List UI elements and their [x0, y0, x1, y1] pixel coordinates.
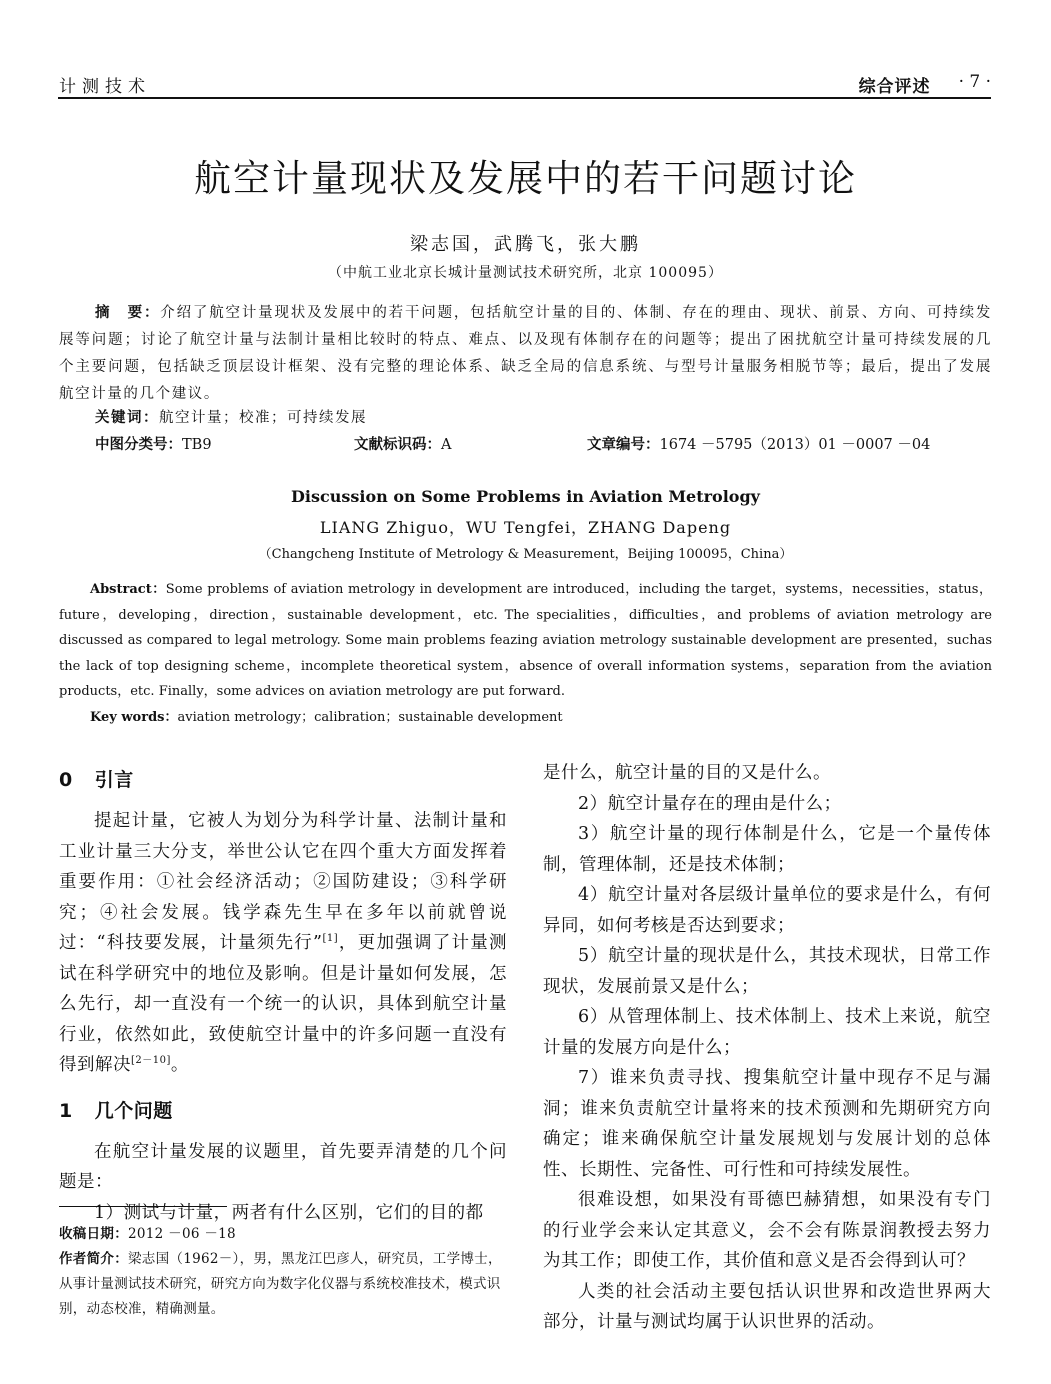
body-column-right [543, 758, 991, 1338]
bio-label: 作者简介： [59, 1251, 128, 1267]
section-number-1: 1 [59, 1099, 73, 1122]
body-paragraph: 人类的社会活动主要包括认识世界和改造世界两大部分，计量与测试均属于认识世界的活动。 [543, 1281, 991, 1332]
clc-label: 中图分类号： [95, 437, 182, 453]
page-number: · 7 · [958, 72, 991, 92]
doc-code [354, 433, 451, 454]
body-paragraph: 1）测试与计量，两者有什么区别，它们的目的都 [94, 1202, 484, 1223]
body-paragraph: 在航空计量发展的议题里，首先要弄清楚的几个问题是： [59, 1141, 507, 1192]
question-item: 2）航空计量存在的理由是什么； [578, 793, 842, 814]
question-item: 4）航空计量对各层级计量单位的要求是什么，有何异同，如何考核是否达到要求； [543, 885, 991, 936]
article-label: 文章编号： [587, 437, 660, 453]
body-paragraph: 是什么，航空计量的目的又是什么。 [543, 763, 831, 783]
body-column-left [59, 758, 507, 1228]
received-label: 收稿日期： [59, 1226, 128, 1242]
keywords-cn-label: 关键词： [95, 410, 159, 426]
section-number-0: 0 [59, 769, 73, 791]
keywords-cn [95, 406, 367, 427]
english-abstract-label: Abstract： [90, 582, 166, 597]
english-authors: LIANG Zhiguo，WU Tengfei，ZHANG Dapeng [319, 518, 732, 537]
paper-affiliation: （中航工业北京长城计量测试技术研究所，北京 100095） [328, 265, 723, 281]
article-number [587, 433, 930, 454]
question-item: 3）航空计量的现行体制是什么，它是一个量传体制，管理体制，还是技术体制； [543, 824, 991, 875]
question-item: 6）从管理体制上、技术体制上、技术上来说，航空计量的发展方向是什么； [543, 1007, 991, 1058]
english-keywords-label: Key words： [90, 710, 178, 725]
abstract-cn-label: 摘 要： [95, 305, 161, 321]
article-value: 1674 －5795（2013）01 －0007 －04 [659, 437, 931, 453]
citation-ref: [2－10] [131, 1055, 171, 1067]
paper-title: 航空计量现状及发展中的若干问题讨论 [194, 157, 857, 200]
intro-paragraph [59, 806, 507, 1081]
english-abstract-text: Some problems of aviation metrology in development are introduced，including the target，systems，necessities，status，future，developing，direction，sustainable development，etc. The specialities，difficulties，and problems of aviation metrology are discussed as compared to legal metrology. Some main problems feazing aviation metrology sustainable development are presented，suchas the lack of top designing scheme，incomplete theoretical system，absence of overall information systems，separation from the aviation products，etc. Finally，some advices on aviation metrology are put forward. [59, 582, 992, 699]
received-value: 2012 －06 －18 [128, 1226, 236, 1242]
body-paragraph: 很难设想，如果没有哥德巴赫猜想，如果没有专门的行业学会来认定其意义，会不会有陈景润教授去努力为其工作；即使工作，其价值和意义是否会得到认可？ [543, 1190, 991, 1271]
english-keywords-text: aviation metrology；calibration；sustainable development [177, 710, 563, 725]
doc-label: 文献标识码： [354, 437, 441, 453]
abstract-cn [59, 300, 992, 408]
section-heading-1 [59, 1095, 507, 1127]
section-title-1: 几个问题 [94, 1099, 173, 1122]
english-title: Discussion on Some Problems in Aviation Metrology [291, 487, 760, 506]
english-abstract [59, 577, 992, 705]
abstract-cn-text: 介绍了航空计量现状及发展中的若干问题，包括航空计量的目的、体制、存在的理由、现状、前景、方向、可持续发展等问题；讨论了航空计量与法制计量相比较时的特点、难点、以及现有体制存在的问题等；提出了困扰航空计量可持续发展的几个主要问题，包括缺乏顶层设计框架、没有完整的理论体系、缺乏全局的信息系统、与型号计量服务相脱节等；最后，提出了发展航空计量的几个建议。 [59, 305, 992, 402]
section-title-0: 引言 [94, 769, 134, 791]
clc-value: TB9 [182, 437, 212, 453]
footnote-rule [59, 1206, 227, 1207]
citation-ref: [1] [322, 933, 339, 945]
clc-number [95, 433, 212, 454]
question-item: 7）谁来负责寻找、搜集航空计量中现存不足与漏洞；谁来负责航空计量将来的技术预测和先期研究方向确定；谁来确保航空计量发展规划与发展计划的总体性、长期性、完备性、可行性和可持续发展性。 [543, 1068, 991, 1180]
author-bio [59, 1247, 507, 1322]
running-header-right [859, 72, 991, 97]
received-date [59, 1222, 507, 1247]
bio-text: 梁志国（1962－），男，黑龙江巴彦人，研究员，工学博士，从事计量测试技术研究，研究方向为数字化仪器与系统校准技术，模式识别，动态校准，精确测量。 [59, 1251, 502, 1317]
section-heading-0 [59, 764, 507, 796]
question-item: 5）航空计量的现状是什么，其技术现状，日常工作现状，发展前景又是什么； [543, 946, 991, 997]
section-name: 综合评述 [858, 77, 931, 97]
english-affiliation: （Changcheng Institute of Metrology & Measurement，Beijing 100095，China） [258, 547, 793, 562]
english-keywords [90, 706, 563, 725]
intro-text-b: ，更加强调了计量测试在科学研究中的地位及影响。但是计量如何发展，怎么先行，却一直没有一个统一的认识，具体到航空计量行业，依然如此，致使航空计量中的许多问题一直没有得到解决 [59, 933, 507, 1075]
footnote [59, 1222, 507, 1322]
keywords-cn-text: 航空计量；校准；可持续发展 [159, 410, 367, 426]
intro-text-a: 提起计量，它被人为划分为科学计量、法制计量和工业计量三大分支，举世公认它在四个重大方面发挥着重要作用：①社会经济活动；②国防建设；③科学研究；④社会发展。钱学森先生早在多年以前就曾说过：“科技要发展，计量须先行” [59, 811, 507, 953]
intro-text-c: 。 [170, 1055, 189, 1075]
journal-name: 计测技术 [59, 77, 151, 97]
doc-value: A [441, 437, 452, 453]
paper-authors: 梁志国，武腾飞，张大鹏 [410, 234, 641, 255]
header-rule [58, 97, 991, 99]
